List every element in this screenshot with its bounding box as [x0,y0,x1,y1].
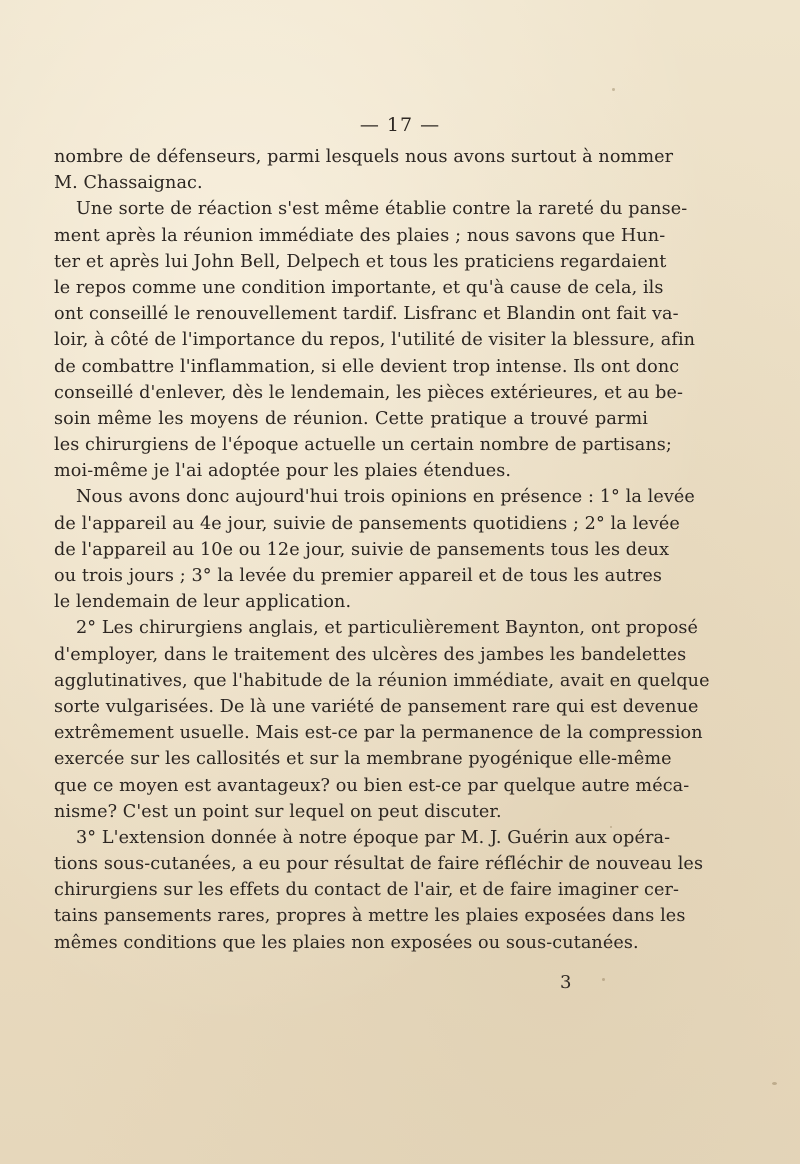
text-line: soin même les moyens de réunion. Cette pratique a trouvé parmi [54,408,648,429]
text-line: exercée sur les callosités et sur la membrane pyogénique elle-même [54,749,672,770]
text-line: loir, à côté de l'importance du repos, l'utilité de visiter la blessure, afin [54,330,696,351]
paper-speck [772,1082,777,1085]
text-line: ment après la réunion immédiate des plaies ; nous savons que Hun- [54,225,666,246]
text-line: tains pansements rares, propres à mettre les plaies exposées dans les [54,906,686,927]
text-line: nombre de défenseurs, parmi lesquels nous avons surtout à nommer [54,147,674,167]
text-line: 2° Les chirurgiens anglais, et particulièrement Baynton, ont proposé [76,618,699,639]
text-line: de combattre l'inflammation, si elle devient trop intense. Ils ont donc [54,356,680,377]
text-line: le repos comme une condition importante, et qu'à cause de cela, ils [54,277,664,298]
text-line: de l'appareil au 4e jour, suivie de pansements quotidiens ; 2° la levée [54,513,680,534]
text-line: tions sous-cutanées, a eu pour résultat de faire réfléchir de nouveau les [54,854,704,875]
paper-speck [655,318,658,320]
paper-speck [610,826,612,828]
text-line: Une sorte de réaction s'est même établie contre la rareté du panse- [76,199,688,220]
text-line: 3° L'extension donnée à notre époque par M. J. Guérin aux opéra- [76,827,671,848]
text-line: extrêmement usuelle. Mais est-ce par la permanence de la compression [54,723,703,744]
text-line: le lendemain de leur application. [54,592,352,613]
text-line: mêmes conditions que les plaies non exposées ou sous-cutanées. [54,932,639,953]
text-line: d'employer, dans le traitement des ulcères des jambes les bandelettes [54,644,687,665]
page-number: — 17 — [359,114,441,136]
paper-speck [612,88,615,91]
text-line: ont conseillé le renouvellement tardif. Lisfranc et Blandin ont fait va- [54,304,679,325]
text-line: Nous avons donc aujourd'hui trois opinions en présence : 1° la levée [76,487,695,508]
text-line: que ce moyen est avantageux? ou bien est-ce par quelque autre méca- [54,775,690,796]
text-line: les chirurgiens de l'époque actuelle un certain nombre de partisans; [54,435,672,456]
text-line: ou trois jours ; 3° la levée du premier appareil et de tous les autres [54,566,662,586]
signature-mark: 3 [560,972,572,993]
paper-speck [602,978,605,981]
text-line: agglutinatives, que l'habitude de la réunion immédiate, avait en quelque [54,670,710,691]
text-line: M. Chassaignac. [54,173,203,194]
text-line: ter et après lui John Bell, Delpech et tous les praticiens regardaient [54,251,667,272]
text-line: nisme? C'est un point sur lequel on peut discuter. [54,801,502,822]
text-line: conseillé d'enlever, dès le lendemain, les pièces extérieures, et au be- [54,382,684,403]
text-line: moi-même je l'ai adoptée pour les plaies étendues. [54,461,512,482]
text-line: chirurgiens sur les effets du contact de l'air, et de faire imaginer cer- [54,880,680,901]
body-text [54,144,710,956]
text-line: sorte vulgarisées. De là une variété de pansement rare qui est devenue [54,696,699,717]
text-line: de l'appareil au 10e ou 12e jour, suivie de pansements tous les deux [54,539,670,560]
